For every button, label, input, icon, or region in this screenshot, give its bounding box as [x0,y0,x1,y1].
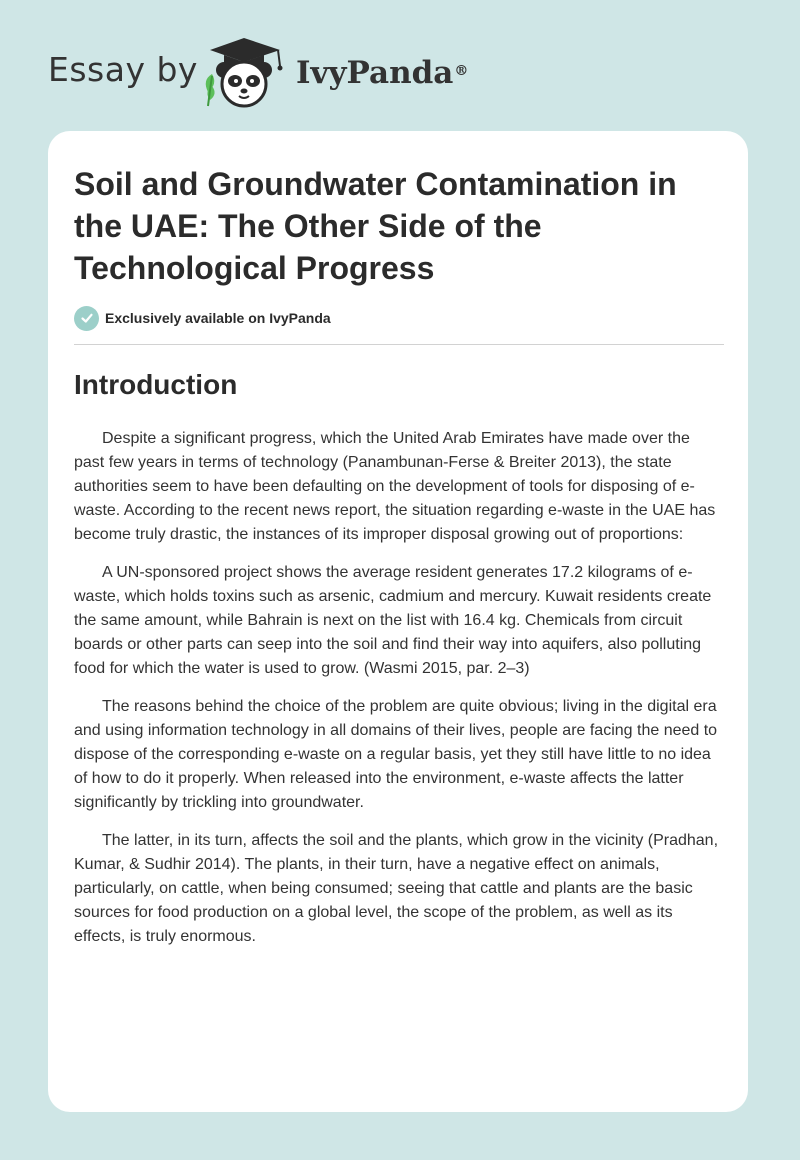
registered-mark: ® [454,63,469,79]
exclusive-label: Exclusively available on IvyPanda [105,310,331,326]
site-header [0,0,800,130]
essay-body [74,427,724,963]
title-divider [74,344,724,345]
paragraph-3: The latter, in its turn, affects the soil and the plants, which grow in the vicinity (Pradhan, Kumar, & Sudhir 2014). The plants, in their turn, have a negative effect on animals, particularly, on cattle, when being consumed; seeing that cattle and plants are the basic sources for food production on a global level, the scope of the problem, as well as its effects, is truly enormous. [74,832,719,945]
brand-name[interactable] [296,53,468,93]
paragraph-2: The reasons behind the choice of the problem are quite obvious; living in the digital era and using information technology in all domains of their lives, people are facing the need to dispose of the corresponding e-waste on a regular basis, yet they still have little to no idea of how to do it properly. When released into the environment, e-waste affects the latter significantly by trickling into groundwater. [74,698,718,811]
panda-graduate-logo-icon [198,32,290,110]
essay-card [48,131,748,1112]
paragraph-1: Despite a significant progress, which the United Arab Emirates have made over the past few years in terms of technology (Panambunan-Ferse & Breiter 2013), the state authorities seem to have been defaulting on the development of tools for disposing of e-waste. According to the recent news report, the situation regarding e-waste in the UAE has become truly drastic, the instances of its improper disposal growing out of proportions: [74,430,716,543]
essay-title: Soil and Groundwater Contamination in the UAE: The Other Side of the Technological Progress [74,166,677,286]
block-quote: A UN-sponsored project shows the average resident generates 17.2 kilograms of e-waste, which holds toxins such as arsenic, cadmium and mercury. Kuwait residents create the same amount, while Bahrain is next on the list with 16.4 kg. Chemicals from circuit boards or other parts can seep into the soil and find their way into aquifers, also polluting food for which the water is used to grow. (Wasmi 2015, par. 2–3) [74,564,712,677]
brand-name-text: IvyPanda [296,55,454,91]
exclusive-badge [74,305,331,331]
ivypanda-logo[interactable] [198,32,290,110]
section-heading: Introduction [74,369,238,400]
check-circle-icon [74,306,99,331]
essay-by-label: Essay by [48,50,198,89]
